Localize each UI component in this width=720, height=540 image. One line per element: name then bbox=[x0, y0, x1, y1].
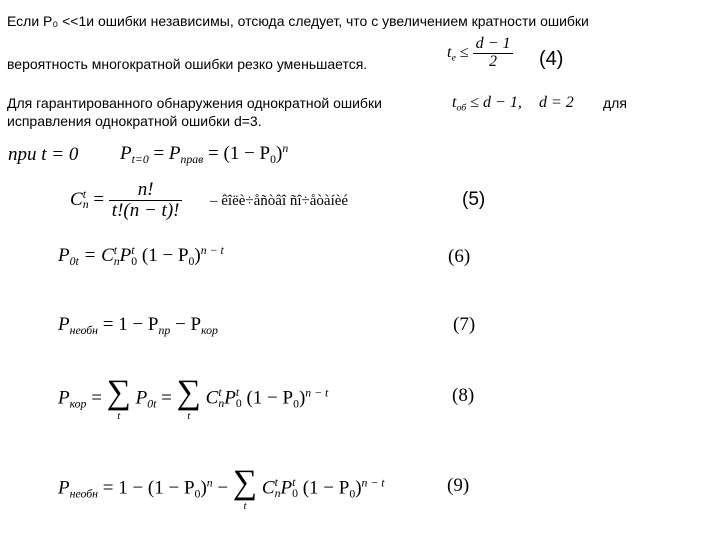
equation-8: $P_{кор}$ = ∑ t $P_{0t}$ = ∑ t C t n P t 0 $(1 - P_0)^{n - t}$ bbox=[58, 374, 329, 422]
equation-6-label: (6) bbox=[448, 246, 471, 267]
equation-5: C t n = $\frac{n!}{t!(n - t)!}$ bbox=[70, 180, 182, 221]
equation-9: $P_{необн} = 1 - (1 - P_0)^n$ − ∑ t C t n P t 0 $(1 - P_0)^{n - t}$ bbox=[58, 464, 385, 512]
equation-4-label: (4) bbox=[539, 48, 564, 70]
equation-5-label: (5) bbox=[462, 189, 486, 210]
summation-symbol: ∑ t bbox=[106, 374, 131, 422]
equation-8-label: (8) bbox=[452, 385, 475, 406]
intro-line-2: вероятность многократной ошибки резко уменьшается. bbox=[7, 56, 368, 72]
condition-t-zero: при t = 0 bbox=[8, 144, 79, 165]
equation-6: $P_{0t} = C$ t n P t 0 $(1 - P_0)^{n - t}$ bbox=[58, 244, 224, 269]
equation-correction-d: d = 2 bbox=[539, 94, 574, 111]
equation-9-label: (9) bbox=[447, 475, 470, 496]
detection-line-right: для bbox=[603, 95, 627, 111]
summation-symbol: ∑ t bbox=[176, 374, 201, 422]
equation-7-label: (7) bbox=[453, 314, 476, 335]
equation-7: $P_{необн} = 1 - P_{пр} - P_{кор}$ bbox=[58, 314, 218, 338]
combinations-note: – êîëè÷åñòâî ñî÷åòàíèé bbox=[210, 193, 349, 209]
equation-4: $t_e$ ≤ $\frac{d - 1}{2}$ bbox=[447, 36, 513, 71]
summation-symbol: ∑ t bbox=[232, 464, 258, 512]
equation-detection: $t_{об} \le d - 1$, bbox=[452, 94, 522, 114]
correction-line: исправления однократной ошибки d=3. bbox=[7, 113, 262, 129]
intro-line-1: Если P₀ <<1и ошибки независимы, отсюда следует, что с увеличением кратности ошибки bbox=[7, 13, 589, 29]
equation-p-t0: $P_{t=0} = P_{прав} = (1 - P_0)^n$ bbox=[120, 142, 289, 167]
detection-line: Для гарантированного обнаружения однократной ошибки bbox=[7, 95, 382, 111]
